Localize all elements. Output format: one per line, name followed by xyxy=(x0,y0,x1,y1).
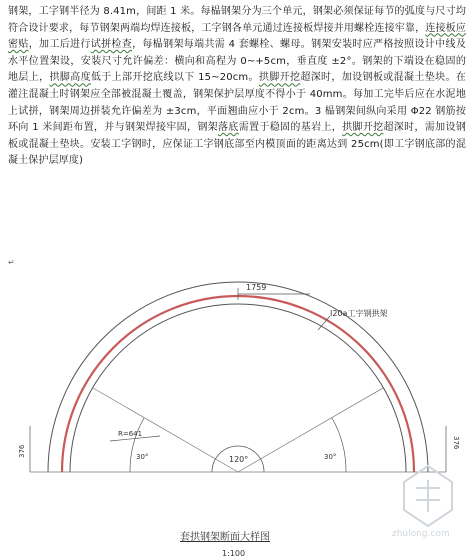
top-dimension-text: 1759 xyxy=(246,283,267,292)
right-side-dim-text: 376 xyxy=(452,436,460,450)
underlined-term: 拱脚开挖 xyxy=(258,72,301,84)
drawing-caption: 套拱钢架断面大样图 xyxy=(180,532,270,543)
radius-label-text: R=641 xyxy=(118,430,143,438)
underlined-term: 试拼检查 xyxy=(90,39,133,51)
zhulong-watermark-logo xyxy=(392,460,464,540)
steel-label-text: I20a工字钢拱架 xyxy=(330,309,388,318)
text-run: 超深时，需加设钢板或混凝土垫块。安装工字钢时，应保证工字钢底部至内模顶面的距离达到 25cm(即工字钢底部的混凝土保护层厚度) xyxy=(8,122,466,167)
underlined-term: 落底 xyxy=(218,122,239,134)
drawing-scale: 1:100 xyxy=(222,549,246,558)
right-angle-text: 30° xyxy=(324,453,337,461)
text-run: ，每榀钢架每端共需 4 套螺栓、螺母。钢架安装时应严格按照设计中线及水平位置架设，安装尺寸允许偏差：横向和高程为 0~+5cm，垂直度 ±2°。钢架的下端设在稳固的地层上， xyxy=(8,39,466,84)
center-angle-text: 120° xyxy=(229,455,249,464)
left-angle-arc xyxy=(130,418,144,472)
radial-line-left xyxy=(93,388,238,472)
watermark-site: zhulong.com xyxy=(392,529,450,539)
document-paragraph xyxy=(8,4,466,170)
text-run: 超深时，加设钢板或混凝土垫块。在灌注混凝土时钢架应全部被混凝土覆盖，钢架保护层厚度不得小于 40mm。每加工完毕后应在水泥地上试拼，钢架周边拼装允许偏差为 ±3cm，平面翘曲应小于 2cm。3 榀钢架间纵向采用 Φ22 钢筋按环向 1 米间距布置，并与钢架焊接牢固，钢架 xyxy=(8,72,466,134)
text-run: 需置于稳固的基岩上， xyxy=(238,122,343,134)
underlined-term: 连接板应密贴 xyxy=(8,22,466,51)
text-run: 钢架，工字钢半径为 8.41m，间距 1 米。每榀钢架分为三个单元，钢架必须保证每节的弧度与尺寸均符合设计要求，每节钢架两端均焊连接板，工字钢各单元通过连接板焊接并用螺栓连接牢靠， xyxy=(8,6,466,34)
underlined-term: 拱脚开挖 xyxy=(342,122,384,134)
text-run: ，加工后进行 xyxy=(28,39,91,51)
left-side-dim-text: 376 xyxy=(18,444,26,458)
paragraph-mark: ↵ xyxy=(8,258,15,267)
text-run: 低于上部开挖底线以下 15~20cm。 xyxy=(90,72,259,84)
left-angle-text: 30° xyxy=(136,453,149,461)
inner-arch-line xyxy=(70,304,406,472)
underlined-term: 拱脚高度 xyxy=(49,72,91,84)
radial-line-right xyxy=(238,388,383,472)
right-angle-arc xyxy=(332,418,346,472)
